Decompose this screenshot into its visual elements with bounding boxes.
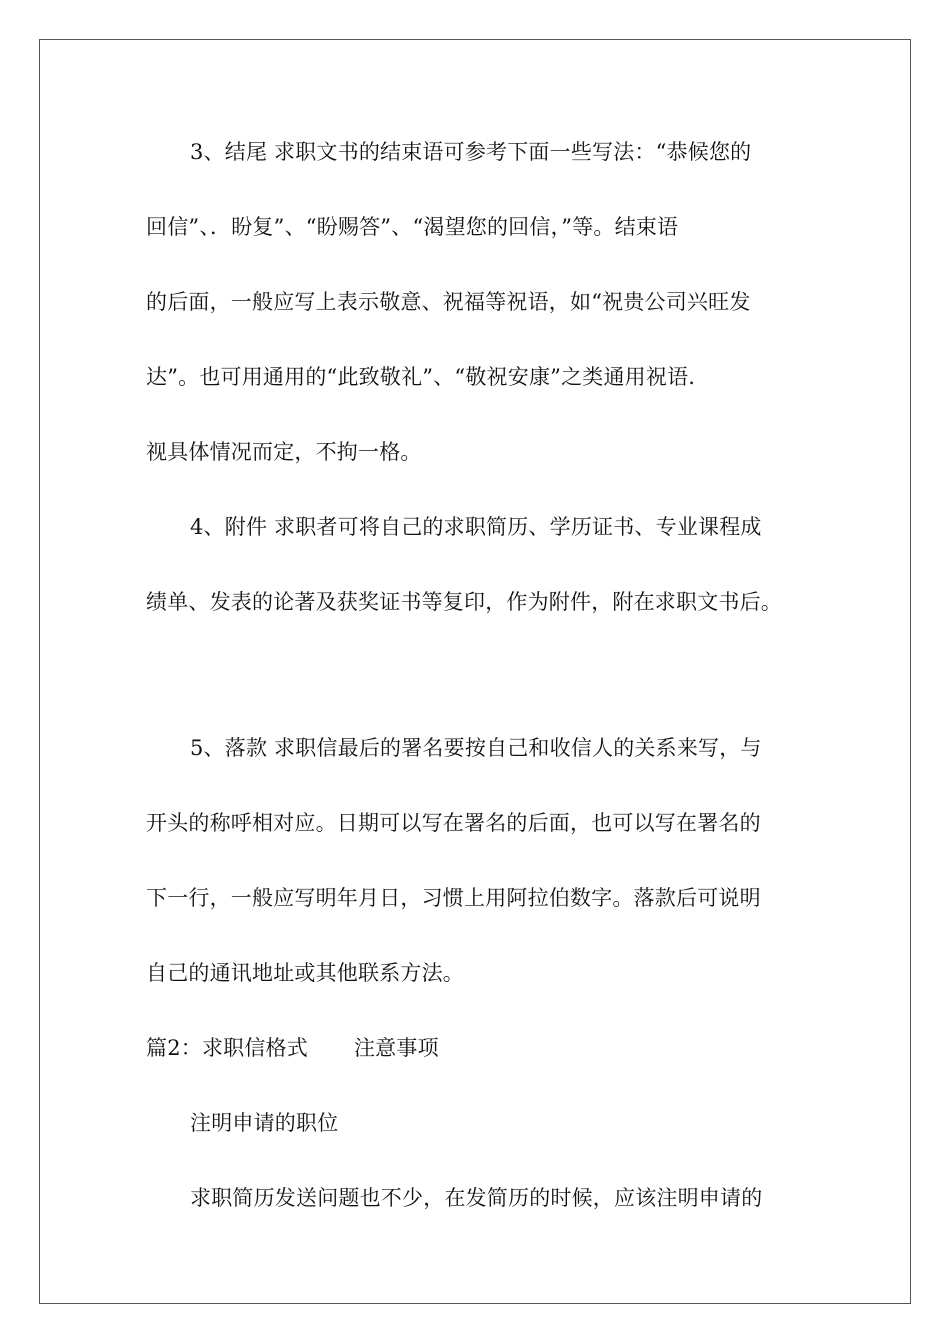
paragraph-3-line-2: 回信”、．盼复”、“盼赐答”、“渴望您的回信，”等。结束语	[146, 215, 679, 239]
paragraph-5-line-4: 自己的通讯地址或其他联系方法。	[146, 961, 464, 985]
section-heading-title: 篇2：求职信格式	[146, 1036, 308, 1060]
paragraph-3-line-3: 的后面，一般应写上表示敬意、祝福等祝语，如“祝贵公司兴旺发	[146, 290, 751, 314]
paragraph-3-line-1: 3、结尾 求职文书的结束语可参考下面一些写法：“恭候您的	[190, 140, 752, 164]
section-heading-note: 注意事项	[353, 1036, 439, 1060]
paragraph-4-line-1: 4、附件 求职者可将自己的求职简历、学历证书、专业课程成	[190, 515, 762, 539]
paragraph-5-line-3: 下一行，一般应写明年月日，习惯上用阿拉伯数字。落款后可说明	[146, 886, 761, 910]
section-heading	[146, 1033, 439, 1063]
subheading: 注明申请的职位	[190, 1111, 339, 1135]
last-paragraph-line: 求职简历发送问题也不少，在发简历的时候，应该注明申请的	[190, 1186, 763, 1210]
paragraph-3-line-5: 视具体情况而定，不拘一格。	[146, 440, 422, 464]
paragraph-5-line-2: 开头的称呼相对应。日期可以写在署名的后面，也可以写在署名的	[146, 811, 761, 835]
paragraph-4-line-2: 绩单、发表的论著及获奖证书等复印，作为附件，附在求职文书后。	[146, 590, 782, 614]
paragraph-5-line-1: 5、落款 求职信最后的署名要按自己和收信人的关系来写，与	[190, 736, 762, 760]
paragraph-3-line-4: 达”。也可用通用的“此致敬礼”、“敬祝安康”之类通用祝语.	[146, 365, 696, 389]
